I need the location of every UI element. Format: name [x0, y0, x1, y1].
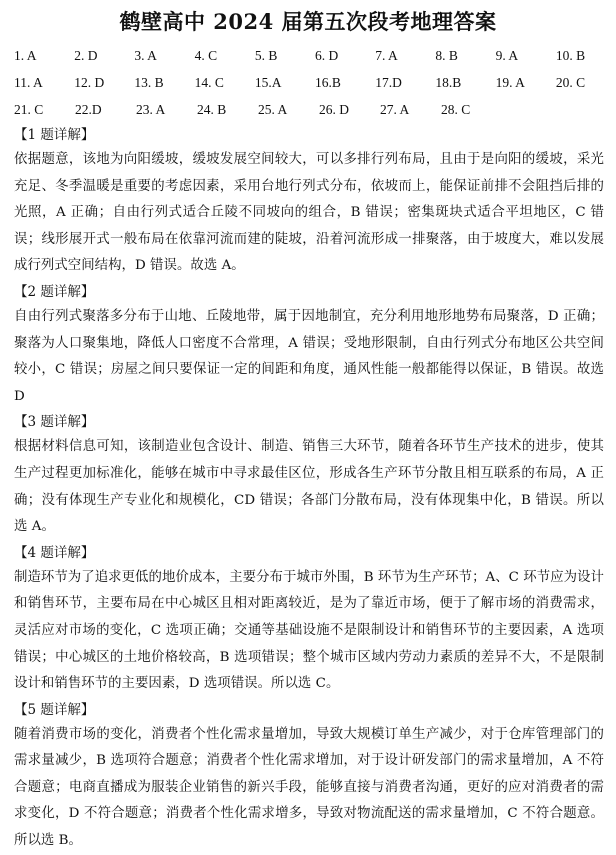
answer-item: 10. B	[555, 47, 586, 63]
explanation-section-5	[0, 698, 616, 855]
section-text: 自由行列式聚落多分布于山地、丘陵地带，属于因地制宜，充分利用地形地势布局聚落，D 正确；聚落为人口聚集地，降低人口密度不合常理，A 错误；受地形限制，自由行列式分布地区公共空间较小，C 错误；房屋之间只要保证一定的间距和角度，通风性能一般都能得以保证，B 错误。故选 D	[14, 308, 604, 404]
answer-item: 15.A	[254, 74, 282, 90]
answer-item: 1. A	[14, 47, 37, 63]
answer-item: 13. B	[134, 74, 164, 90]
answer-item: 17.D	[375, 74, 402, 90]
explanation-section-4	[0, 541, 616, 698]
answer-item: 18.B	[435, 74, 462, 90]
answer-item: 12. D	[74, 74, 105, 90]
explanation-section-3	[0, 410, 616, 540]
answer-item: 22.D	[75, 101, 102, 117]
answer-item: 5. B	[254, 47, 278, 63]
answer-item: 25. A	[258, 101, 288, 117]
section-heading: 【1 题详解】	[14, 127, 95, 143]
answer-item: 16.B	[315, 74, 341, 90]
explanation-section-1	[0, 123, 616, 280]
section-heading: 【3 题详解】	[14, 414, 95, 431]
section-text: 依据题意，该地为向阳缓坡，缓坡发展空间较大，可以多排行列布局，且由于是向阳的缓坡，采光充足、冬季温暖是重要的考虑因素，采用台地行列式分布，依坡而上，能保证前排不会阻挡后排的光照，A 正确；自由行列式适合丘陵不同坡向的组合，B 错误；密集斑块式适合平坦地区，C 错误；线形展开式一般布局在依靠河流而建的陡坡，沿着河流形成一排聚落，由于坡度大，难以发展成行列式空间结构，D 错误。故选 A。	[14, 152, 604, 274]
section-text: 根据材料信息可知，该制造业包含设计、制造、销售三大环节，随着各环节生产技术的进步，使其生产过程更加标准化，能够在城市中寻求最佳区位，形成各生产环节分散且相互联系的布局，A 正确；没有体现生产专业化和规模化，CD 错误；各部门分散布局，没有体现集中化，B 错误。所以选 A。	[14, 439, 604, 535]
answer-key	[0, 42, 616, 123]
answer-item: 27. A	[380, 101, 410, 117]
answer-item: 4. C	[194, 47, 218, 63]
answer-item: 19. A	[495, 74, 525, 90]
page-title: 鹤壁高中 2024 届第五次段考地理答案	[119, 9, 497, 34]
answer-item: 23. A	[136, 101, 166, 117]
answer-row	[14, 42, 616, 69]
explanation-section-2	[0, 280, 616, 410]
answer-item: 11. A	[14, 74, 43, 90]
answer-row	[14, 69, 616, 96]
answer-item: 8. B	[435, 47, 458, 63]
answer-item: 21. C	[14, 101, 44, 117]
section-text: 制造环节为了追求更低的地价成本，主要分布于城市外围，B 环节为生产环节；A、C 环节应为设计和销售环节，主要布局在中心城区且相对距离较近，是为了靠近市场，便于了解市场的消费需求，灵活应对市场的变化，C 选项正确；交通等基础设施不是限制设计和销售环节的主要因素，A 选项错误；中心城区的土地价格较高，B 选项错误；整个城市区域内劳动力素质的差异不大，不是限制设计和销售环节的主要因素，D 选项错误。所以选 C。	[14, 569, 604, 692]
answer-item: 2. D	[74, 47, 98, 63]
answer-item: 9. A	[495, 47, 519, 63]
answer-item: 14. C	[194, 74, 224, 90]
answer-item: 28. C	[441, 101, 471, 117]
section-heading: 【2 题详解】	[14, 283, 95, 300]
section-heading: 【5 题详解】	[14, 701, 95, 718]
answer-item: 3. A	[134, 47, 157, 63]
section-text: 随着消费市场的变化，消费者个性化需求量增加，导致大规模订单生产减少，对于仓库管理部门的需求量减少，B 选项符合题意；消费者个性化需求增加，对于设计研发部门的需求量增加，A 不符合题意；电商直播成为服装企业销售的新兴手段，能够直接与消费者沟通，更好的应对消费者的需求变化，D 不符合题意；消费者个性化需求增多，导致对物流配送的需求量增加，C 不符合题意。所以选 B。	[14, 726, 604, 849]
answer-item: 26. D	[319, 101, 349, 117]
answer-item: 6. D	[315, 47, 339, 63]
answer-item: 7. A	[375, 47, 398, 63]
answer-item: 20. C	[555, 74, 586, 90]
answer-item: 24. B	[197, 101, 227, 117]
section-heading: 【4 题详解】	[14, 544, 95, 561]
answer-row	[14, 96, 616, 123]
